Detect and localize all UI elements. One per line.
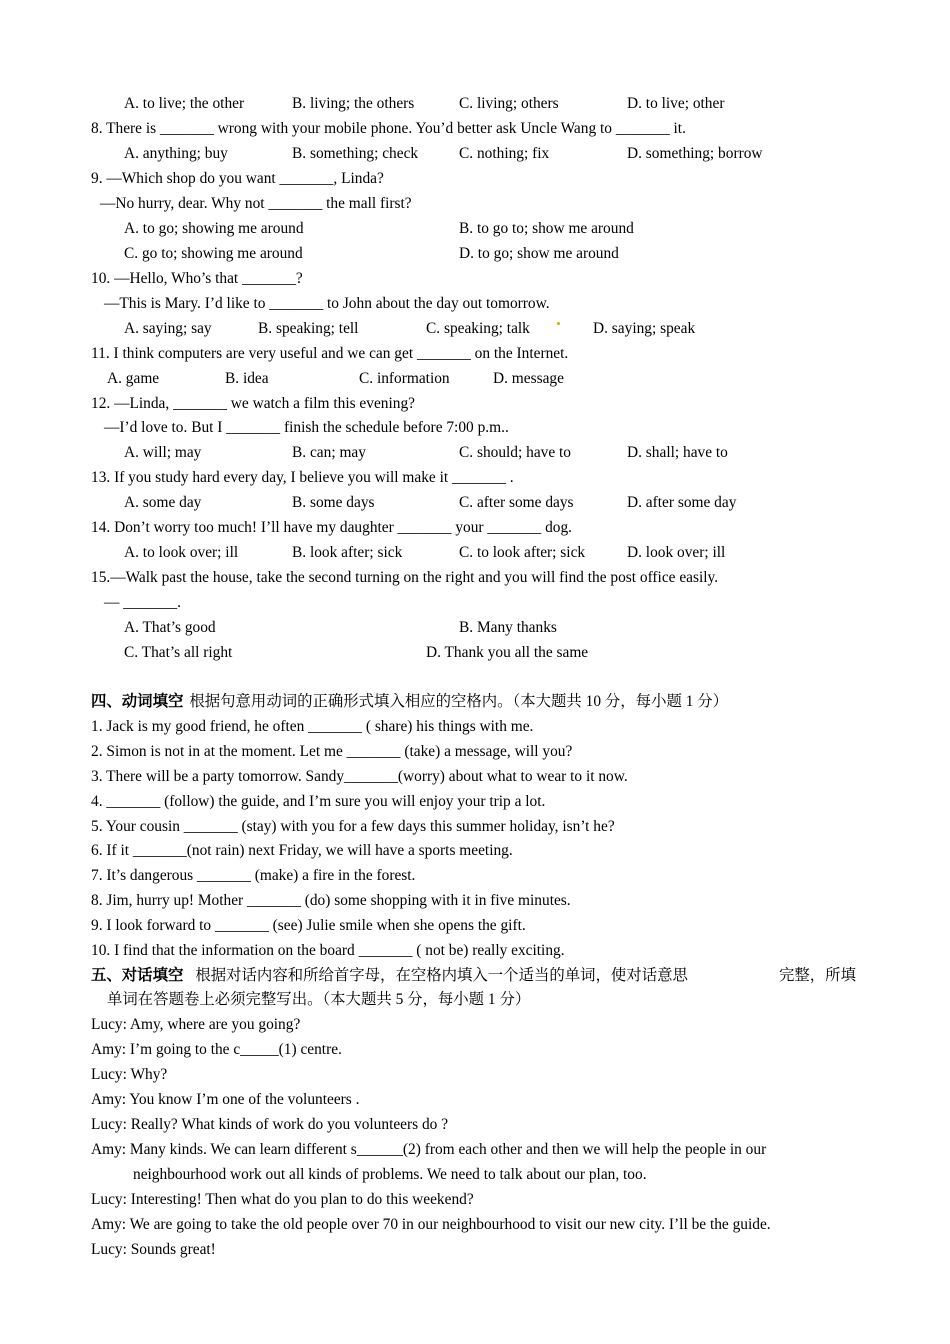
option-c: C. go to; showing me around — [124, 245, 303, 262]
option-c: C. information — [359, 370, 450, 387]
option-a: A. game — [107, 370, 160, 387]
item-text: 8. Jim, hurry up! Mother _______ (do) some shopping with it in five minutes. — [91, 892, 571, 909]
dialogue-text: Amy: You know I’m one of the volunteers . — [91, 1091, 360, 1108]
item-text: 1. Jack is my good friend, he often _______ ( share) his things with me. — [91, 718, 534, 735]
option-c: C. nothing; fix — [459, 145, 550, 162]
option-c: C. to look after; sick — [459, 544, 586, 561]
item-text: 5. Your cousin _______ (stay) with you for a few days this summer holiday, isn’t he? — [91, 818, 615, 835]
option-d: D. message — [493, 370, 564, 387]
dialogue-text: Lucy: Why? — [91, 1066, 168, 1083]
option-a: A. to live; the other — [124, 95, 245, 112]
item-text: 10. I find that the information on the board _______ ( not be) really exciting. — [91, 942, 565, 959]
option-b: B. Many thanks — [459, 619, 557, 636]
dialogue-text: Lucy: Interesting! Then what do you plan to do this weekend? — [91, 1191, 474, 1208]
item-text: 2. Simon is not in at the moment. Let me _______ (take) a message, will you? — [91, 743, 573, 760]
scan-speck — [557, 322, 560, 325]
option-d: D. Thank you all the same — [426, 644, 589, 661]
option-b: B. something; check — [292, 145, 419, 162]
question-text: 14. Don’t worry too much! I’ll have my daughter _______ your _______ dog. — [91, 519, 573, 536]
question-text: —I’d love to. But I _______ finish the schedule before 7:00 p.m.. — [104, 419, 509, 436]
option-b: B. speaking; tell — [258, 320, 359, 337]
option-a: A. anything; buy — [124, 145, 228, 162]
item-text: 7. It’s dangerous _______ (make) a fire in the forest. — [91, 867, 416, 884]
question-text: 13. If you study hard every day, I believe you will make it _______ . — [91, 469, 514, 486]
dialogue-text: neighbourhood work out all kinds of problems. We need to talk about our plan, too. — [133, 1166, 647, 1183]
section4-instruction: 根据句意用动词的正确形式填入相应的空格内。（本大题共 10 分，每小题 1 分） — [189, 693, 729, 710]
option-d: D. look over; ill — [627, 544, 726, 561]
option-d: D. after some day — [627, 494, 737, 511]
item-text: 4. _______ (follow) the guide, and I’m sure you will enjoy your trip a lot. — [91, 793, 546, 810]
option-a: A. saying; say — [124, 320, 212, 337]
dialogue-text: Lucy: Really? What kinds of work do you volunteers do ? — [91, 1116, 449, 1133]
option-b: B. look after; sick — [292, 544, 403, 561]
option-d: D. shall; have to — [627, 444, 728, 461]
item-text: 3. There will be a party tomorrow. Sandy_______(worry) about what to wear to it now. — [91, 768, 628, 785]
option-c: C. should; have to — [459, 444, 572, 461]
option-a: A. some day — [124, 494, 202, 511]
option-c: C. after some days — [459, 494, 574, 511]
dialogue-text: Lucy: Sounds great! — [91, 1241, 216, 1258]
section4-heading: 四、动词填空 — [91, 693, 184, 710]
question-text: — _______. — [104, 594, 181, 611]
question-text: 8. There is _______ wrong with your mobile phone. You’d better ask Uncle Wang to _______ it. — [91, 120, 686, 137]
question-text: 11. I think computers are very useful and we can get _______ on the Internet. — [91, 345, 569, 362]
option-d: D. something; borrow — [627, 145, 763, 162]
dialogue-text: Amy: We are going to take the old people over 70 in our neighbourhood to visit our new city. I’ll be the guide. — [91, 1216, 771, 1233]
option-c: C. speaking; talk — [426, 320, 530, 337]
question-text: —No hurry, dear. Why not _______ the mall first? — [100, 195, 412, 212]
option-d: D. saying; speak — [593, 320, 696, 337]
question-text: 15.—Walk past the house, take the second turning on the right and you will find the post office easily. — [91, 569, 719, 586]
option-a: A. will; may — [124, 444, 202, 461]
option-a: A. That’s good — [124, 619, 216, 636]
question-text: —This is Mary. I’d like to _______ to John about the day out tomorrow. — [104, 295, 550, 312]
option-c: C. living; others — [459, 95, 559, 112]
option-d: D. to live; other — [627, 95, 725, 112]
section5-heading: 五、对话填空 — [91, 967, 184, 984]
option-a: A. to look over; ill — [124, 544, 239, 561]
question-text: 12. —Linda, _______ we watch a film this evening? — [91, 395, 415, 412]
option-b: B. can; may — [292, 444, 366, 461]
option-a: A. to go; showing me around — [124, 220, 304, 237]
option-b: B. idea — [225, 370, 269, 387]
section5-instruction-tail: 完整，所填 — [779, 967, 856, 984]
dialogue-text: Lucy: Amy, where are you going? — [91, 1016, 301, 1033]
option-b: B. to go to; show me around — [459, 220, 634, 237]
option-b: B. living; the others — [292, 95, 415, 112]
instruction-text: 单词在答题卷上必须完整写出。（本大题共 5 分，每小题 1 分） — [107, 991, 531, 1008]
item-text: 9. I look forward to _______ (see) Julie smile when she opens the gift. — [91, 917, 526, 934]
dialogue-text: Amy: Many kinds. We can learn different s______(2) from each other and then we will help the people in our — [91, 1141, 767, 1158]
option-c: C. That’s all right — [124, 644, 233, 661]
item-text: 6. If it _______(not rain) next Friday, we will have a sports meeting. — [91, 842, 513, 859]
dialogue-text: Amy: I’m going to the c_____(1) centre. — [91, 1041, 342, 1058]
option-b: B. some days — [292, 494, 375, 511]
question-text: 10. —Hello, Who’s that _______? — [91, 270, 303, 287]
section5-instruction: 根据对话内容和所给首字母，在空格内填入一个适当的单词，使对话意思 — [195, 967, 688, 984]
question-text: 9. —Which shop do you want _______, Linda? — [91, 170, 384, 187]
option-d: D. to go; show me around — [459, 245, 619, 262]
